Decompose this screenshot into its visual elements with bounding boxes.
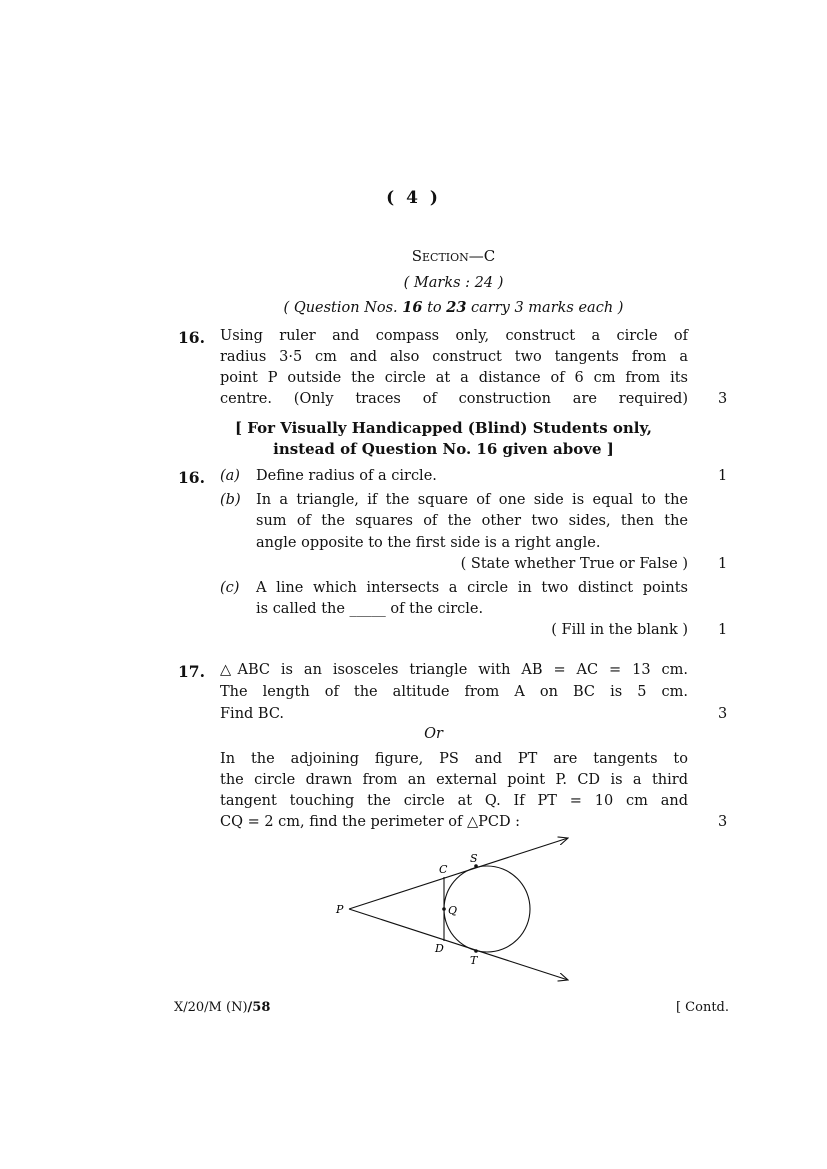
or-separator: Or xyxy=(424,726,443,742)
q17-alt-line: the circle drawn from an external point P. CD is a third xyxy=(220,772,688,788)
label-c: C xyxy=(439,863,448,876)
label-d: D xyxy=(435,942,444,955)
point-q xyxy=(442,907,446,911)
section-title: Section—C xyxy=(411,247,496,265)
label-t: T xyxy=(470,954,478,967)
q16c-line: is called the _____ of the circle. xyxy=(256,601,484,617)
marks: 3 xyxy=(718,706,728,722)
point-t xyxy=(474,949,478,953)
sub-label: (b) xyxy=(220,492,241,508)
label-q: Q xyxy=(448,904,458,917)
q17-alt-line: CQ = 2 cm, find the perimeter of △PCD : xyxy=(220,814,521,830)
q16b-hint: ( State whether True or False ) xyxy=(460,556,688,572)
q16-line: centre. (Only traces of construction are required) xyxy=(220,391,688,407)
sub-label: (c) xyxy=(220,580,240,596)
marks: 1 xyxy=(718,622,728,638)
section-note: ( Question Nos. 16 to 23 carry 3 marks each ) xyxy=(283,299,624,316)
q16b-line: sum of the squares of the other two sides, then the xyxy=(256,513,688,529)
q16-line: radius 3·5 cm and also construct two tangents from a xyxy=(220,349,688,365)
q17-alt-line: tangent touching the circle at Q. If PT = 10 cm and xyxy=(220,793,688,809)
q17-line: △ABC is an isosceles triangle with AB = AC = 13 cm. xyxy=(220,662,688,678)
q16c-hint: ( Fill in the blank ) xyxy=(551,622,688,638)
tangent-pt xyxy=(349,909,568,980)
marks: 1 xyxy=(718,556,728,572)
question-number: 17. xyxy=(178,662,205,681)
paper-code: X/20/M (N)/58 xyxy=(174,1000,271,1015)
tangent-ps xyxy=(349,838,568,909)
q16-line: point P outside the circle at a distance of 6 cm from its xyxy=(220,370,688,386)
q17-line: The length of the altitude from A on BC is 5 cm. xyxy=(220,684,688,700)
label-s: S xyxy=(470,852,478,865)
sub-label: (a) xyxy=(220,468,240,484)
blind-note-line: instead of Question No. 16 given above ] xyxy=(273,440,614,458)
q16-line: Using ruler and compass only, construct a circle of xyxy=(220,328,688,344)
continued-note: [ Contd. xyxy=(675,1000,729,1015)
blind-note-line: [ For Visually Handicapped (Blind) Students only, xyxy=(234,419,653,437)
q17-line: Find BC. xyxy=(220,706,285,722)
q17-alt-line: In the adjoining figure, PS and PT are tangents to xyxy=(220,751,688,767)
section-marks: ( Marks : 24 ) xyxy=(403,275,504,291)
page-number: ( 4 ) xyxy=(386,188,441,208)
question-number: 16. xyxy=(178,328,205,347)
question-number: 16. xyxy=(178,468,205,487)
q16a-text: Define radius of a circle. xyxy=(256,468,437,484)
marks: 3 xyxy=(718,814,728,830)
q16b-line: In a triangle, if the square of one side is equal to the xyxy=(256,492,688,508)
q16b-line: angle opposite to the first side is a right angle. xyxy=(256,535,601,551)
q16c-line: A line which intersects a circle in two distinct points xyxy=(256,580,688,596)
label-p: P xyxy=(336,903,344,916)
marks: 1 xyxy=(718,468,728,484)
marks: 3 xyxy=(718,391,728,407)
